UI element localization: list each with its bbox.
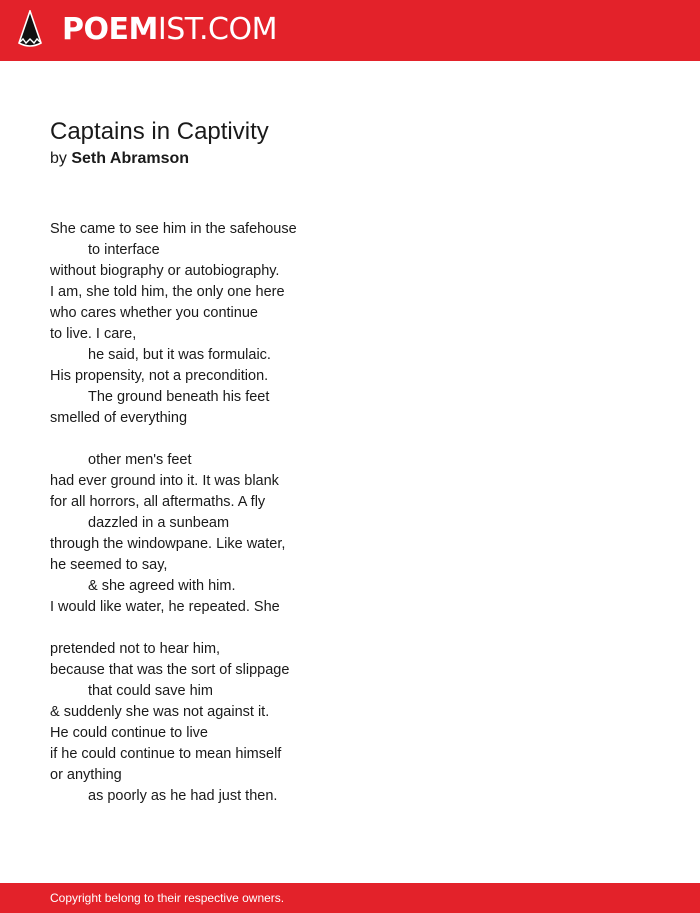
poem-line: He could continue to live [50,725,208,741]
poem-line: & she agreed with him. [88,578,236,594]
poem-line: to live. I care, [50,326,137,342]
poem-line: other men's feet [88,452,192,468]
poem-line: that could save him [88,683,213,699]
poem-line: he seemed to say, [50,557,168,573]
poem-line: His propensity, not a precondition. [50,368,269,384]
stanza-break [50,429,450,450]
site-logo-text[interactable] [62,12,277,48]
poem-line: The ground beneath his feet [88,389,270,405]
brand-light: IST.COM [157,12,277,47]
poem-title: Captains in Captivity [50,118,269,145]
pencil-tip-icon[interactable] [17,10,43,51]
brand-bold: POEM [62,12,158,47]
poem-line: & suddenly she was not against it. [50,704,270,720]
poem-line: to interface [88,242,160,258]
poem-line: for all horrors, all aftermaths. A fly [50,494,266,510]
poem-body [50,219,450,807]
poem-line: because that was the sort of slippage [50,662,290,678]
poem-line: who cares whether you continue [50,305,258,321]
site-footer [0,883,700,913]
poem-line: as poorly as he had just then. [88,788,278,804]
poem-line: had ever ground into it. It was blank [50,473,279,489]
site-header [0,0,700,61]
poem-line: pretended not to hear him, [50,641,221,657]
poem-line: I would like water, he repeated. She [50,599,280,615]
poem-line: through the windowpane. Like water, [50,536,286,552]
poem-line: without biography or autobiography. [50,263,280,279]
copyright-notice: Copyright belong to their respective owners. [50,891,285,905]
author-name: Seth Abramson [71,150,190,167]
poem-line: dazzled in a sunbeam [88,515,230,531]
poem-line: She came to see him in the safehouse [50,221,297,237]
poem-line: or anything [50,767,122,783]
stanza-break [50,618,450,639]
by-label: by [50,150,67,167]
poem-line: he said, but it was formulaic. [88,347,271,363]
poem-line: I am, she told him, the only one here [50,284,285,300]
poem-line: smelled of everything [50,410,188,426]
byline [50,149,189,169]
poem-line: if he could continue to mean himself [50,746,282,762]
